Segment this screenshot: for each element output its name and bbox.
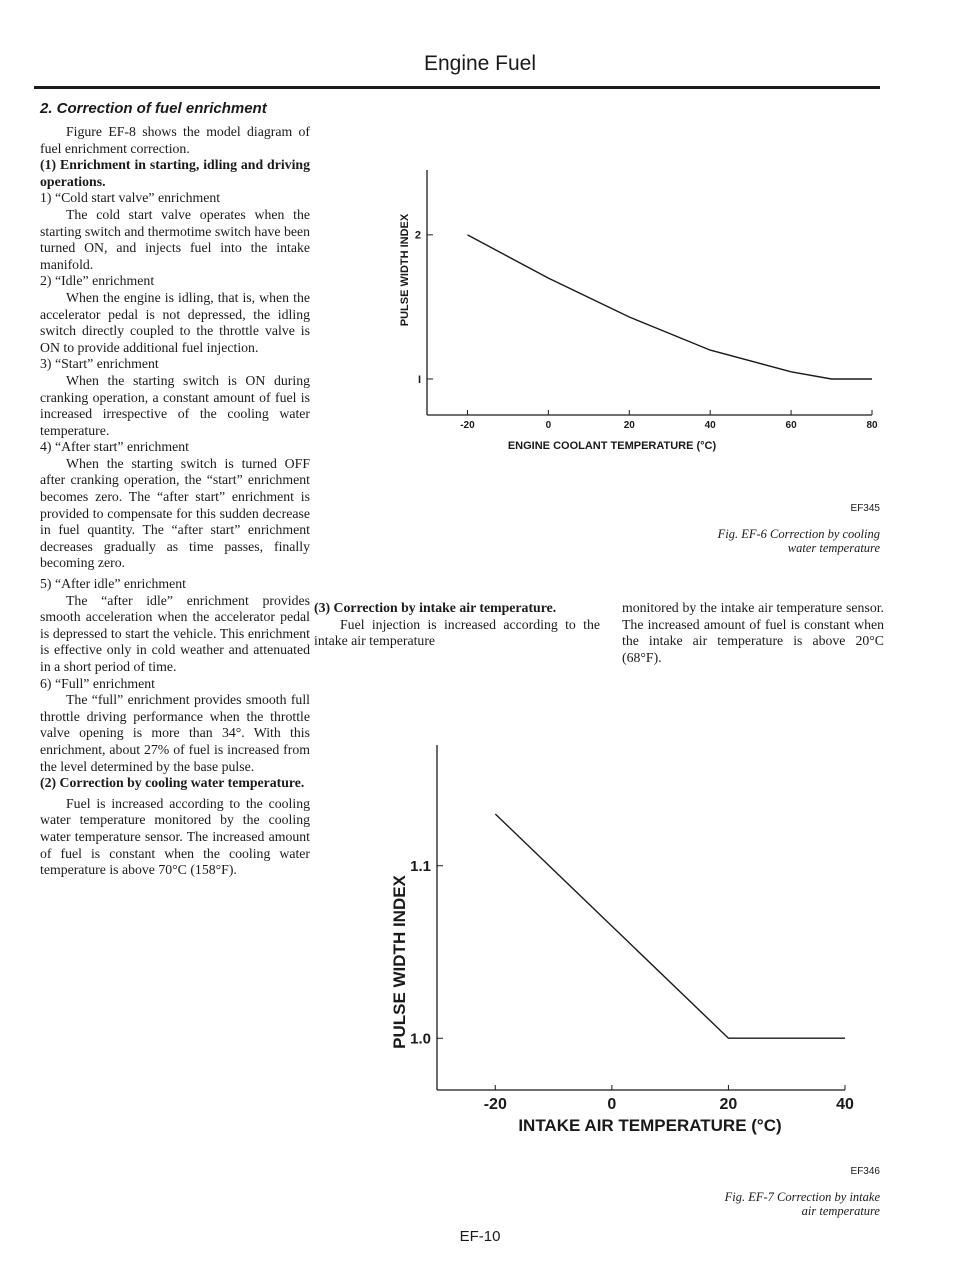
chart-coolant-temperature <box>360 160 890 460</box>
page-header-title: Engine Fuel <box>423 52 537 75</box>
fig-ef7-caption-line2: air temperature <box>801 1204 880 1218</box>
subsection-2-body: Fuel is increased according to the cooling water temperature monitored by the cooling water temperature sensor. The increased amount of fuel is constant when the cooling water temperature is above 70°C (158°F). <box>40 795 310 878</box>
x-tick-label: 40 <box>704 420 716 431</box>
chart-intake-air-temperature <box>355 740 885 1150</box>
item-4-title: 4) “After start” enrichment <box>40 439 190 455</box>
chart2-x-axis-label: INTAKE AIR TEMPERATURE (°C) <box>518 1116 782 1135</box>
fig-ef7-caption <box>640 1190 880 1218</box>
item-1-body: The cold start valve operates when the starting switch and thermotime switch have been turned ON, and injects fuel into the intake manifold. <box>40 206 310 272</box>
section-heading: 2. Correction of fuel enrichment <box>40 100 267 117</box>
item-6-title: 6) “Full” enrichment <box>40 675 155 691</box>
item-6-body: The “full” enrichment provides smooth full throttle driving performance when the throttle valve opening is more than 34°. With this enrichment, about 27% of fuel is increased from the level determined by the base pulse. <box>40 692 310 774</box>
x-tick-label: 20 <box>719 1096 738 1113</box>
chart1-y-axis-label: PULSE WIDTH INDEX <box>399 213 411 327</box>
y-tick-label: 1.1 <box>410 858 431 875</box>
x-tick-label: -20 <box>460 420 475 431</box>
series-line <box>495 814 845 1038</box>
x-tick-label: 40 <box>836 1096 854 1113</box>
subsection-2-heading: (2) Correction by cooling water temperature. <box>40 775 305 791</box>
x-tick-label: 0 <box>607 1096 617 1113</box>
item-5-body: The “after idle” enrichment provides smooth acceleration when the accelerator pedal is depressed to start the vehicle. This enrichment is effective only in cold weather and attenuated in a short period of time. <box>40 592 310 674</box>
chart1-x-axis-label: ENGINE COOLANT TEMPERATURE (°C) <box>507 440 717 452</box>
middle-text-column <box>314 600 600 650</box>
right-text-column <box>622 600 884 666</box>
fig-ef6-caption-line2: water temperature <box>787 541 880 555</box>
left-text-column <box>40 124 310 879</box>
item-2-body: When the engine is idling, that is, when the accelerator pedal is not depressed, the idling switch directly coupled to the throttle valve is ON to provide additional fuel injection. <box>40 289 310 355</box>
fig-ef7-code: EF346 <box>850 1166 880 1177</box>
x-tick-label: 20 <box>623 420 635 431</box>
item-4-body: When the starting switch is turned OFF after cranking operation, the “start” enrichment becomes zero. The “after start” enrichment is provided to compensate for this sudden decrease in fuel quantity. The “after start” enrichment decreases gradually as time passes, finally becoming zero. <box>40 455 310 571</box>
page-number: EF-10 <box>459 1228 501 1245</box>
fig-ef6-caption <box>640 527 880 555</box>
fig-ef6-caption-line1: Fig. EF-6 Correction by cooling <box>717 527 880 541</box>
y-tick-label: 2 <box>414 229 421 242</box>
y-tick-label: 1.0 <box>410 1030 431 1048</box>
subsection-1-heading: (1) Enrichment in starting, idling and driving operations. <box>40 157 310 189</box>
fig-ef7-caption-line1: Fig. EF-7 Correction by intake <box>724 1190 880 1204</box>
item-5-title: 5) “After idle” enrichment <box>40 576 186 592</box>
subsection-3-heading: (3) Correction by intake air temperature. <box>314 600 557 615</box>
subsection-3-body-continued: monitored by the intake air temperature sensor. The increased amount of fuel is constant when the intake air temperature is above 20°C (68°F). <box>622 600 884 665</box>
y-tick-label: I <box>417 373 421 386</box>
x-tick-label: 80 <box>866 420 878 431</box>
item-1-title: 1) “Cold start valve” enrichment <box>40 190 221 206</box>
item-2-title: 2) “Idle” enrichment <box>40 273 155 289</box>
x-tick-label: 0 <box>545 420 552 431</box>
item-3-body: When the starting switch is ON during cranking operation, a constant amount of fuel is increased irrespective of the cooling water temperature. <box>40 372 310 438</box>
item-3-title: 3) “Start” enrichment <box>40 356 159 372</box>
x-tick-label: -20 <box>483 1096 507 1113</box>
subsection-3-body: Fuel injection is increased according to the intake air temperature <box>314 616 600 649</box>
series-line <box>468 235 873 379</box>
header-rule <box>34 86 880 89</box>
intro-paragraph: Figure EF-8 shows the model diagram of fuel enrichment correction. <box>40 124 310 156</box>
chart2-y-axis-label: PULSE WIDTH INDEX <box>390 875 409 1049</box>
fig-ef6-code: EF345 <box>850 503 880 514</box>
x-tick-label: 60 <box>785 420 797 431</box>
